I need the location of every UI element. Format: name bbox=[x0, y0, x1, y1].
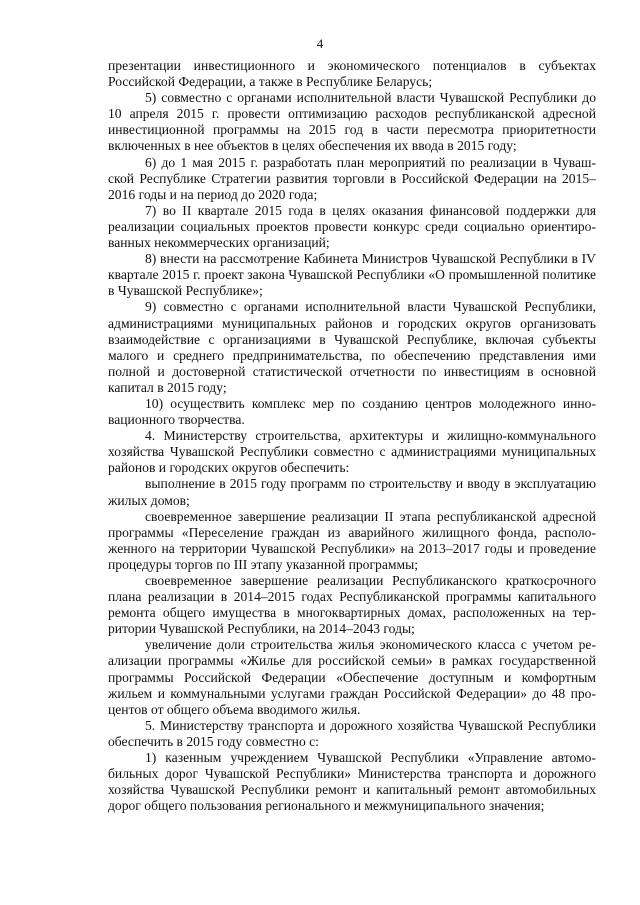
paragraph-item-1-roads: 1) казенным учреждением Чувашской Республики «Управление автомобильных дорог Чувашской Республики» Министерства транспорта и дорожного хозяйства Чувашской Республики ремонт и капитальный ремонт автомобильных дорог общего пользования регионального и межмуниципального значения; bbox=[108, 750, 596, 814]
paragraph-item-8: 8) внести на рассмотрение Кабинета Министров Чувашской Республики в IV квартале 2015 г. проект закона Чувашской Республики «О промышленной политике в Чувашской Республике»; bbox=[108, 251, 596, 299]
paragraph-item-9: 9) совместно с органами исполнительной власти Чувашской Республики, администрациями муниципальных районов и городских округов организовать взаимодействие с организациями в Чувашской Республике, включая субъекты малого и среднего предпринимательства, по обеспечению представления ими полной и достоверной статистической отчетности по инвестициям в основной капитал в 2015 году; bbox=[108, 299, 596, 395]
page-number: 4 bbox=[316, 36, 324, 51]
paragraph-housing-construction: выполнение в 2015 году программ по строительству и вводу в эксплуатацию жилых домов; bbox=[108, 476, 596, 508]
paragraph-item-6: 6) до 1 мая 2015 г. разработать план мероприятий по реализации в Чувашской Республике Стратегии развития торговли в Российской Федерации на 2015–2016 годы и на период до 2020 года; bbox=[108, 154, 596, 202]
paragraph-item-7: 7) во II квартале 2015 года в целях оказания финансовой поддержки для реализации социальных проектов провести конкурс среди социально ориентированных некоммерческих организаций; bbox=[108, 202, 596, 251]
paragraph-capital-repair-plan: своевременное завершение реализации Республиканского краткосрочного плана реализации в 2014–2015 годах Республиканской программы капитального ремонта общего имущества в многоквартирных домах, расположенных на территории Чувашской Республики, на 2014–2043 годы; bbox=[108, 573, 596, 637]
paragraph-item-10: 10) осуществить комплекс мер по созданию центров молодежного инновационного творчества. bbox=[108, 395, 596, 428]
paragraph-item-5: 5) совместно с органами исполнительной власти Чувашской Республики до 10 апреля 2015 г. провести оптимизацию расходов республиканской адресной инвестиционной программы на 2015 год в части пересмотра приоритетности включенных в нее объектов в целях обеспечения их ввода в 2015 году; bbox=[108, 90, 596, 154]
paragraph-economy-housing-share: увеличение доли строительства жилья экономического класса с учетом реализации программы «Жилье для российской семьи» в рамках государственной программы Российской Федерации «Обеспечение доступным и комфортным жильем и коммунальными услугами граждан Российской Федерации» до 48 процентов от общего объема вводимого жилья. bbox=[108, 637, 596, 717]
paragraph-continuation: презентации инвестиционного и экономического потенциалов в субъектах Российской Федерации, а также в Республике Беларусь; bbox=[108, 58, 596, 90]
document-body bbox=[108, 58, 596, 814]
section-4-heading-paragraph: 4. Министерству строительства, архитектуры и жилищно-коммунального хозяйства Чувашской Республики совместно с администрациями муниципальных районов и городских округов обеспечить: bbox=[108, 428, 596, 476]
paragraph-resettlement-program: своевременное завершение реализации II этапа республиканской адресной программы «Переселение граждан из аварийного жилищного фонда, расположенного на территории Чувашской Республики» на 2013–2017 годы и проведение процедуры торгов по III этапу указанной программы; bbox=[108, 508, 596, 572]
section-5-heading-paragraph: 5. Министерству транспорта и дорожного хозяйства Чувашской Республики обеспечить в 2015 году совместно с: bbox=[108, 717, 596, 749]
